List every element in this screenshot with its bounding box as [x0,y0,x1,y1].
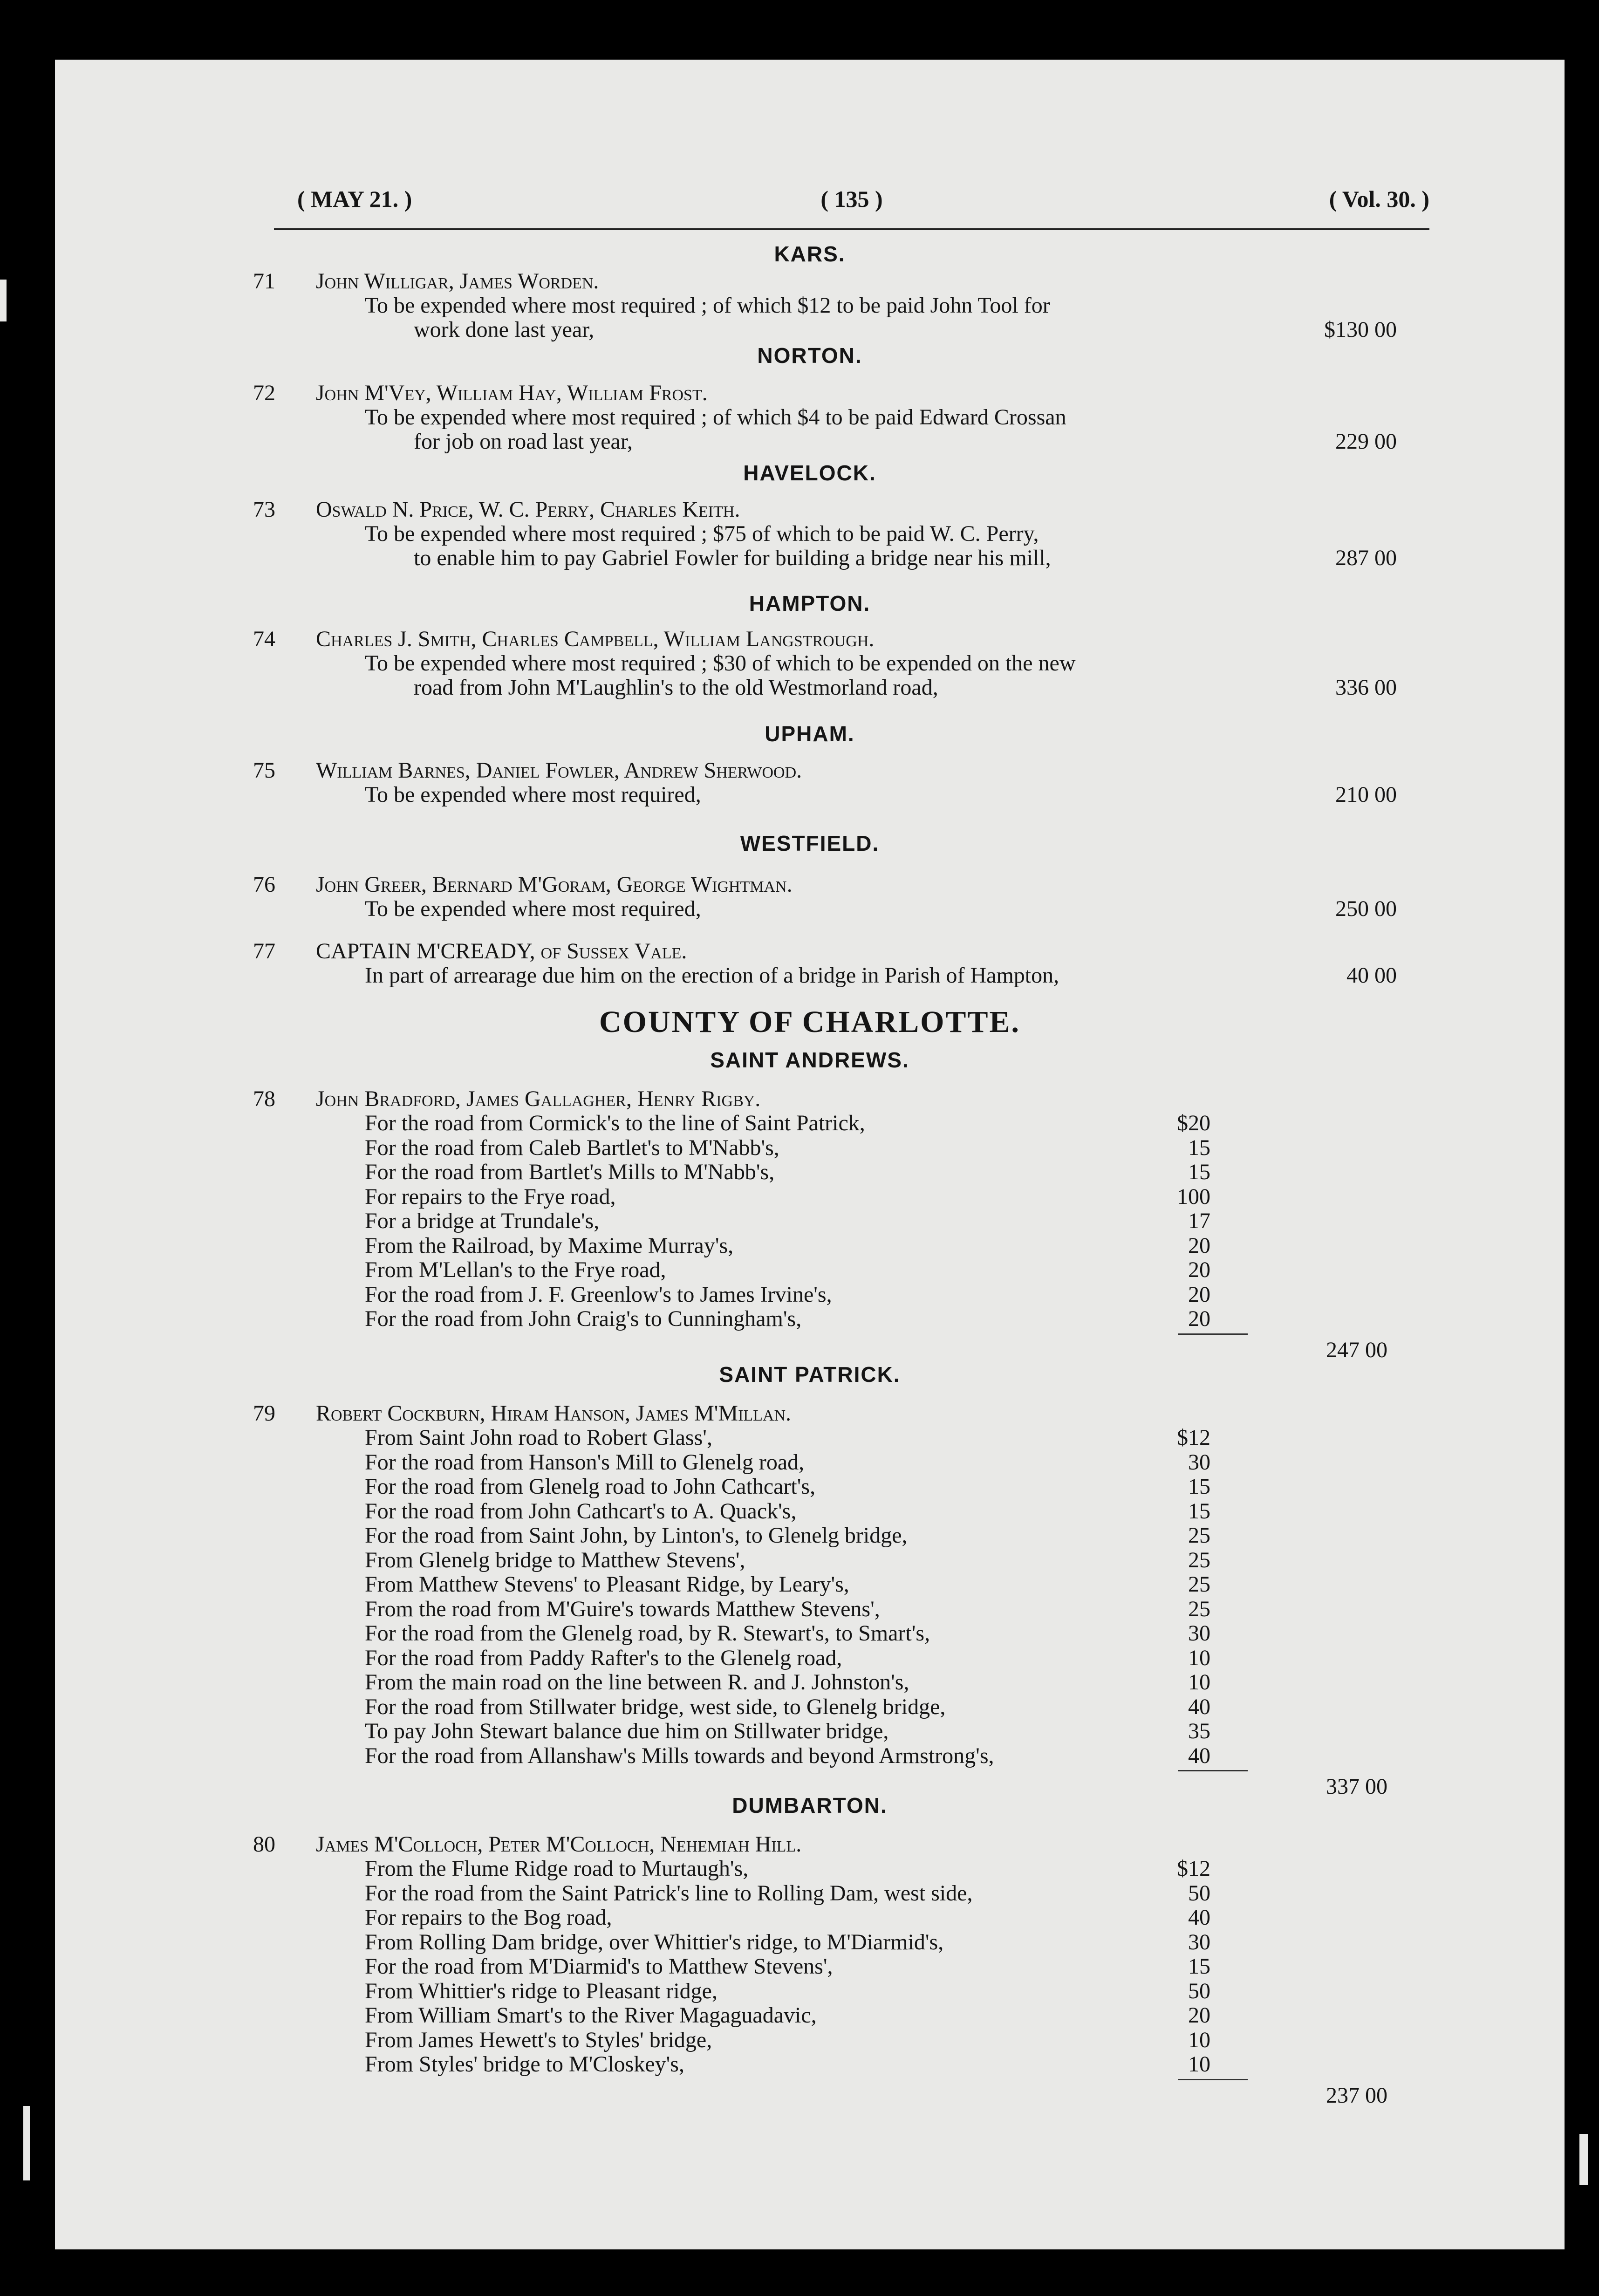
item-text: For the road from Stillwater bridge, west side, to Glenelg bridge, [365,1694,946,1719]
section-heading: UPHAM. [765,722,855,746]
item-value: 40 [1188,1743,1210,1768]
item-text: For the road from Caleb Bartlet's to M'Nabb's, [365,1135,779,1160]
item-value: 50 [1188,1880,1210,1906]
item-text: For the road from the Glenelg road, by R. Stewart's, to Smart's, [365,1621,930,1646]
entry-number: 76 [253,872,275,897]
entry-names: John Willigar, James Worden. [316,269,599,294]
item-text: From the Flume Ridge road to Murtaugh's, [365,1856,749,1881]
item-text: From Matthew Stevens' to Pleasant Ridge, by Leary's, [365,1572,849,1597]
entry-amount: 287 00 [1335,546,1397,570]
item-text: For a bridge at Trundale's, [365,1209,600,1233]
item-value: $12 [1177,1856,1210,1881]
entry-amount: 210 00 [1335,782,1397,807]
item-text: From Glenelg bridge to Matthew Stevens', [365,1547,745,1572]
entry-text-line: for job on road last year, [414,429,633,454]
entry-text-line: work done last year, [414,317,594,342]
item-text: From the main road on the line between R. and J. Johnston's, [365,1670,909,1695]
document-page [55,60,1565,2249]
subtotal-rule [1178,2079,1248,2080]
entry-amount: $130 00 [1324,317,1397,342]
item-value: 20 [1188,1233,1210,1258]
entry-names: Charles J. Smith, Charles Campbell, William Langstrough. [316,627,875,651]
entry-names: CAPTAIN M'CREADY, of Sussex Vale. [316,939,687,964]
entry-text-line: To be expended where most required, [365,896,701,921]
entry-number: 80 [253,1832,275,1857]
entry-text-line: In part of arrearage due him on the erection of a bridge in Parish of Hampton, [365,963,1059,988]
header-page-number: ( 135 ) [820,186,883,212]
parish-total: 237 00 [1326,2083,1387,2108]
entry-number: 74 [253,627,275,651]
scan-mark [0,280,7,321]
entry-number: 77 [253,939,275,964]
item-text: For the road from John Cathcart's to A. Quack's, [365,1498,797,1524]
entry-amount: 336 00 [1335,675,1397,700]
item-value: 25 [1188,1572,1210,1597]
item-value: 17 [1188,1209,1210,1233]
item-value: 25 [1188,1547,1210,1572]
item-value: 25 [1188,1596,1210,1621]
entry-text-line: To be expended where most required ; $30 of which to be expended on the new [365,651,1076,676]
item-text: From the road from M'Guire's towards Matthew Stevens', [365,1596,880,1621]
entry-text-line: To be expended where most required ; of which $4 to be paid Edward Crossan [365,405,1066,430]
entry-text-line: To be expended where most required ; $75 of which to be paid W. C. Perry, [365,521,1039,546]
entry-names: John M'Vey, William Hay, William Frost. [316,381,708,405]
item-text: For the road from Hanson's Mill to Glenelg road, [365,1449,805,1475]
item-text: For the road from Glenelg road to John Cathcart's, [365,1474,816,1499]
entry-names: John Bradford, James Gallagher, Henry Rigby. [316,1086,761,1111]
item-text: For the road from M'Diarmid's to Matthew Stevens', [365,1954,833,1979]
item-value: 100 [1177,1184,1210,1209]
item-value: 10 [1188,1645,1210,1670]
parish-heading: SAINT PATRICK. [719,1362,901,1387]
item-text: For the road from Cormick's to the line of Saint Patrick, [365,1111,865,1135]
item-value: 35 [1188,1719,1210,1743]
header-rule [274,228,1429,230]
item-value: 20 [1188,1282,1210,1307]
section-heading: NORTON. [757,343,862,368]
entry-text-line: to enable him to pay Gabriel Fowler for building a bridge near his mill, [414,546,1051,570]
item-value: 10 [1188,2027,1210,2052]
entry-number: 79 [253,1401,275,1426]
entry-text-line: To be expended where most required, [365,782,701,807]
item-text: For repairs to the Frye road, [365,1184,616,1209]
item-value: 30 [1188,1929,1210,1954]
county-heading: COUNTY OF CHARLOTTE. [599,1005,1020,1039]
item-text: For repairs to the Bog road, [365,1905,612,1930]
item-text: To pay John Stewart balance due him on Stillwater bridge, [365,1719,889,1743]
entry-names: James M'Colloch, Peter M'Colloch, Nehemiah Hill. [316,1832,802,1857]
section-heading: HAMPTON. [749,591,871,615]
scan-mark [1491,606,1497,643]
section-heading: HAVELOCK. [743,461,876,485]
item-value: 20 [1188,1257,1210,1282]
item-value: 15 [1188,1474,1210,1499]
item-text: From M'Lellan's to the Frye road, [365,1257,666,1282]
section-heading: WESTFIELD. [740,831,880,855]
parish-total: 247 00 [1326,1337,1387,1362]
item-value: 50 [1188,1978,1210,2003]
item-value: 20 [1188,1306,1210,1331]
item-value: 30 [1188,1621,1210,1646]
item-value: 25 [1188,1523,1210,1548]
item-text: For the road from John Craig's to Cunningham's, [365,1306,802,1331]
entry-text-line: To be expended where most required ; of which $12 to be paid John Tool for [365,293,1050,318]
scan-mark [23,2106,30,2180]
item-value: 15 [1188,1498,1210,1524]
item-value: 40 [1188,1694,1210,1719]
entry-number: 72 [253,381,275,405]
item-value: 15 [1188,1160,1210,1184]
subtotal-rule [1178,1333,1248,1335]
item-text: From Saint John road to Robert Glass', [365,1425,712,1450]
item-value: 15 [1188,1954,1210,1979]
item-text: For the road from Paddy Rafter's to the Glenelg road, [365,1645,842,1670]
item-value: $12 [1177,1425,1210,1450]
item-text: From the Railroad, by Maxime Murray's, [365,1233,734,1258]
item-text: From James Hewett's to Styles' bridge, [365,2027,712,2052]
entry-text-line: road from John M'Laughlin's to the old Westmorland road, [414,675,938,700]
item-value: 30 [1188,1449,1210,1475]
header-date: ( MAY 21. ) [297,186,412,212]
entry-amount: 250 00 [1335,896,1397,921]
item-value: $20 [1177,1111,1210,1135]
item-text: For the road from Saint John, by Linton's, to Glenelg bridge, [365,1523,908,1548]
item-value: 20 [1188,2003,1210,2028]
entry-names: Oswald N. Price, W. C. Perry, Charles Keith. [316,497,740,522]
entry-names: Robert Cockburn, Hiram Hanson, James M'Millan. [316,1401,792,1426]
item-value: 40 [1188,1905,1210,1930]
entry-names: William Barnes, Daniel Fowler, Andrew Sherwood. [316,758,802,783]
scan-mark [1579,2134,1588,2185]
item-text: For the road from J. F. Greenlow's to James Irvine's, [365,1282,832,1307]
item-value: 10 [1188,2052,1210,2077]
entry-amount: 40 00 [1346,963,1397,988]
entry-amount: 229 00 [1335,429,1397,454]
entry-number: 78 [253,1086,275,1111]
item-text: For the road from Allanshaw's Mills towards and beyond Armstrong's, [365,1743,994,1768]
item-value: 10 [1188,1670,1210,1695]
subtotal-rule [1178,1770,1248,1771]
parish-heading: SAINT ANDREWS. [710,1048,909,1072]
parish-total: 337 00 [1326,1774,1387,1799]
item-text: For the road from the Saint Patrick's line to Rolling Dam, west side, [365,1880,973,1906]
header-volume: ( Vol. 30. ) [1329,186,1429,212]
entry-number: 71 [253,269,275,294]
parish-heading: DUMBARTON. [732,1793,888,1818]
item-text: For the road from Bartlet's Mills to M'Nabb's, [365,1160,775,1184]
item-text: From Whittier's ridge to Pleasant ridge, [365,1978,718,2003]
entry-names: John Greer, Bernard M'Goram, George Wightman. [316,872,793,897]
section-heading: KARS. [774,242,846,266]
entry-number: 73 [253,497,275,522]
item-value: 15 [1188,1135,1210,1160]
entry-number: 75 [253,758,275,783]
item-text: From Rolling Dam bridge, over Whittier's ridge, to M'Diarmid's, [365,1929,944,1954]
item-text: From William Smart's to the River Magaguadavic, [365,2003,817,2028]
item-text: From Styles' bridge to M'Closkey's, [365,2052,684,2077]
